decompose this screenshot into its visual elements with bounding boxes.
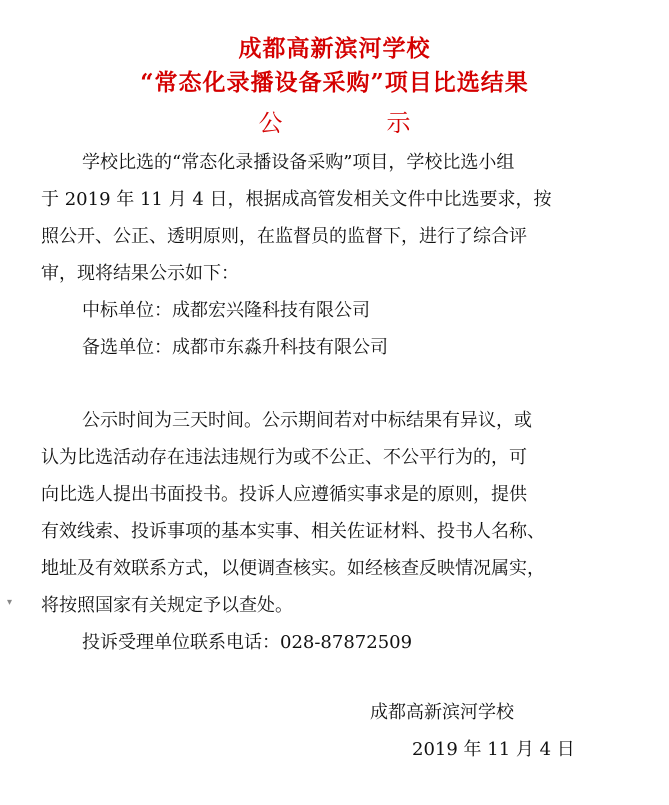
signature-org: 成都高新滨河学校 bbox=[370, 702, 514, 723]
para2-line-4: 有效线索、投诉事项的基本实事、相关佐证材料、投书人名称、 bbox=[41, 521, 545, 542]
signature-date: 2019 年 11 月 4 日 bbox=[412, 739, 575, 760]
margin-mark-icon: ▾ bbox=[7, 597, 13, 608]
alternate-unit: 备选单位：成都市东淼升科技有限公司 bbox=[82, 337, 388, 358]
title-project-result: “常态化录播设备采购”项目比选结果 bbox=[140, 69, 529, 96]
contact-phone: 投诉受理单位联系电话：028-87872509 bbox=[82, 632, 413, 653]
para2-line-5: 地址及有效联系方式，以便调查核实。如经核查反映情况属实， bbox=[41, 558, 545, 579]
para1-line-2: 于 2019 年 11 月 4 日，根据成高管发相关文件中比选要求，按 bbox=[41, 189, 552, 210]
para2-line-6: 将按照国家有关规定予以查处。 bbox=[41, 595, 293, 616]
para2-line-3: 向比选人提出书面投书。投诉人应遵循实事求是的原则，提供 bbox=[41, 484, 527, 505]
para2-line-2: 认为比选活动存在违法违规行为或不公正、不公平行为的，可 bbox=[41, 447, 527, 468]
notice-heading: 公 示 bbox=[258, 109, 451, 137]
winner-unit: 中标单位：成都宏兴隆科技有限公司 bbox=[82, 300, 370, 321]
title-school: 成都高新滨河学校 bbox=[238, 35, 431, 62]
para1-line-4: 审，现将结果公示如下： bbox=[41, 263, 239, 284]
para1-line-3: 照公开、公正、透明原则，在监督员的监督下，进行了综合评 bbox=[41, 226, 527, 247]
para1-line-1: 学校比选的“常态化录播设备采购”项目，学校比选小组 bbox=[82, 152, 515, 173]
para2-line-1: 公示时间为三天时间。公示期间若对中标结果有异议，或 bbox=[82, 410, 532, 431]
